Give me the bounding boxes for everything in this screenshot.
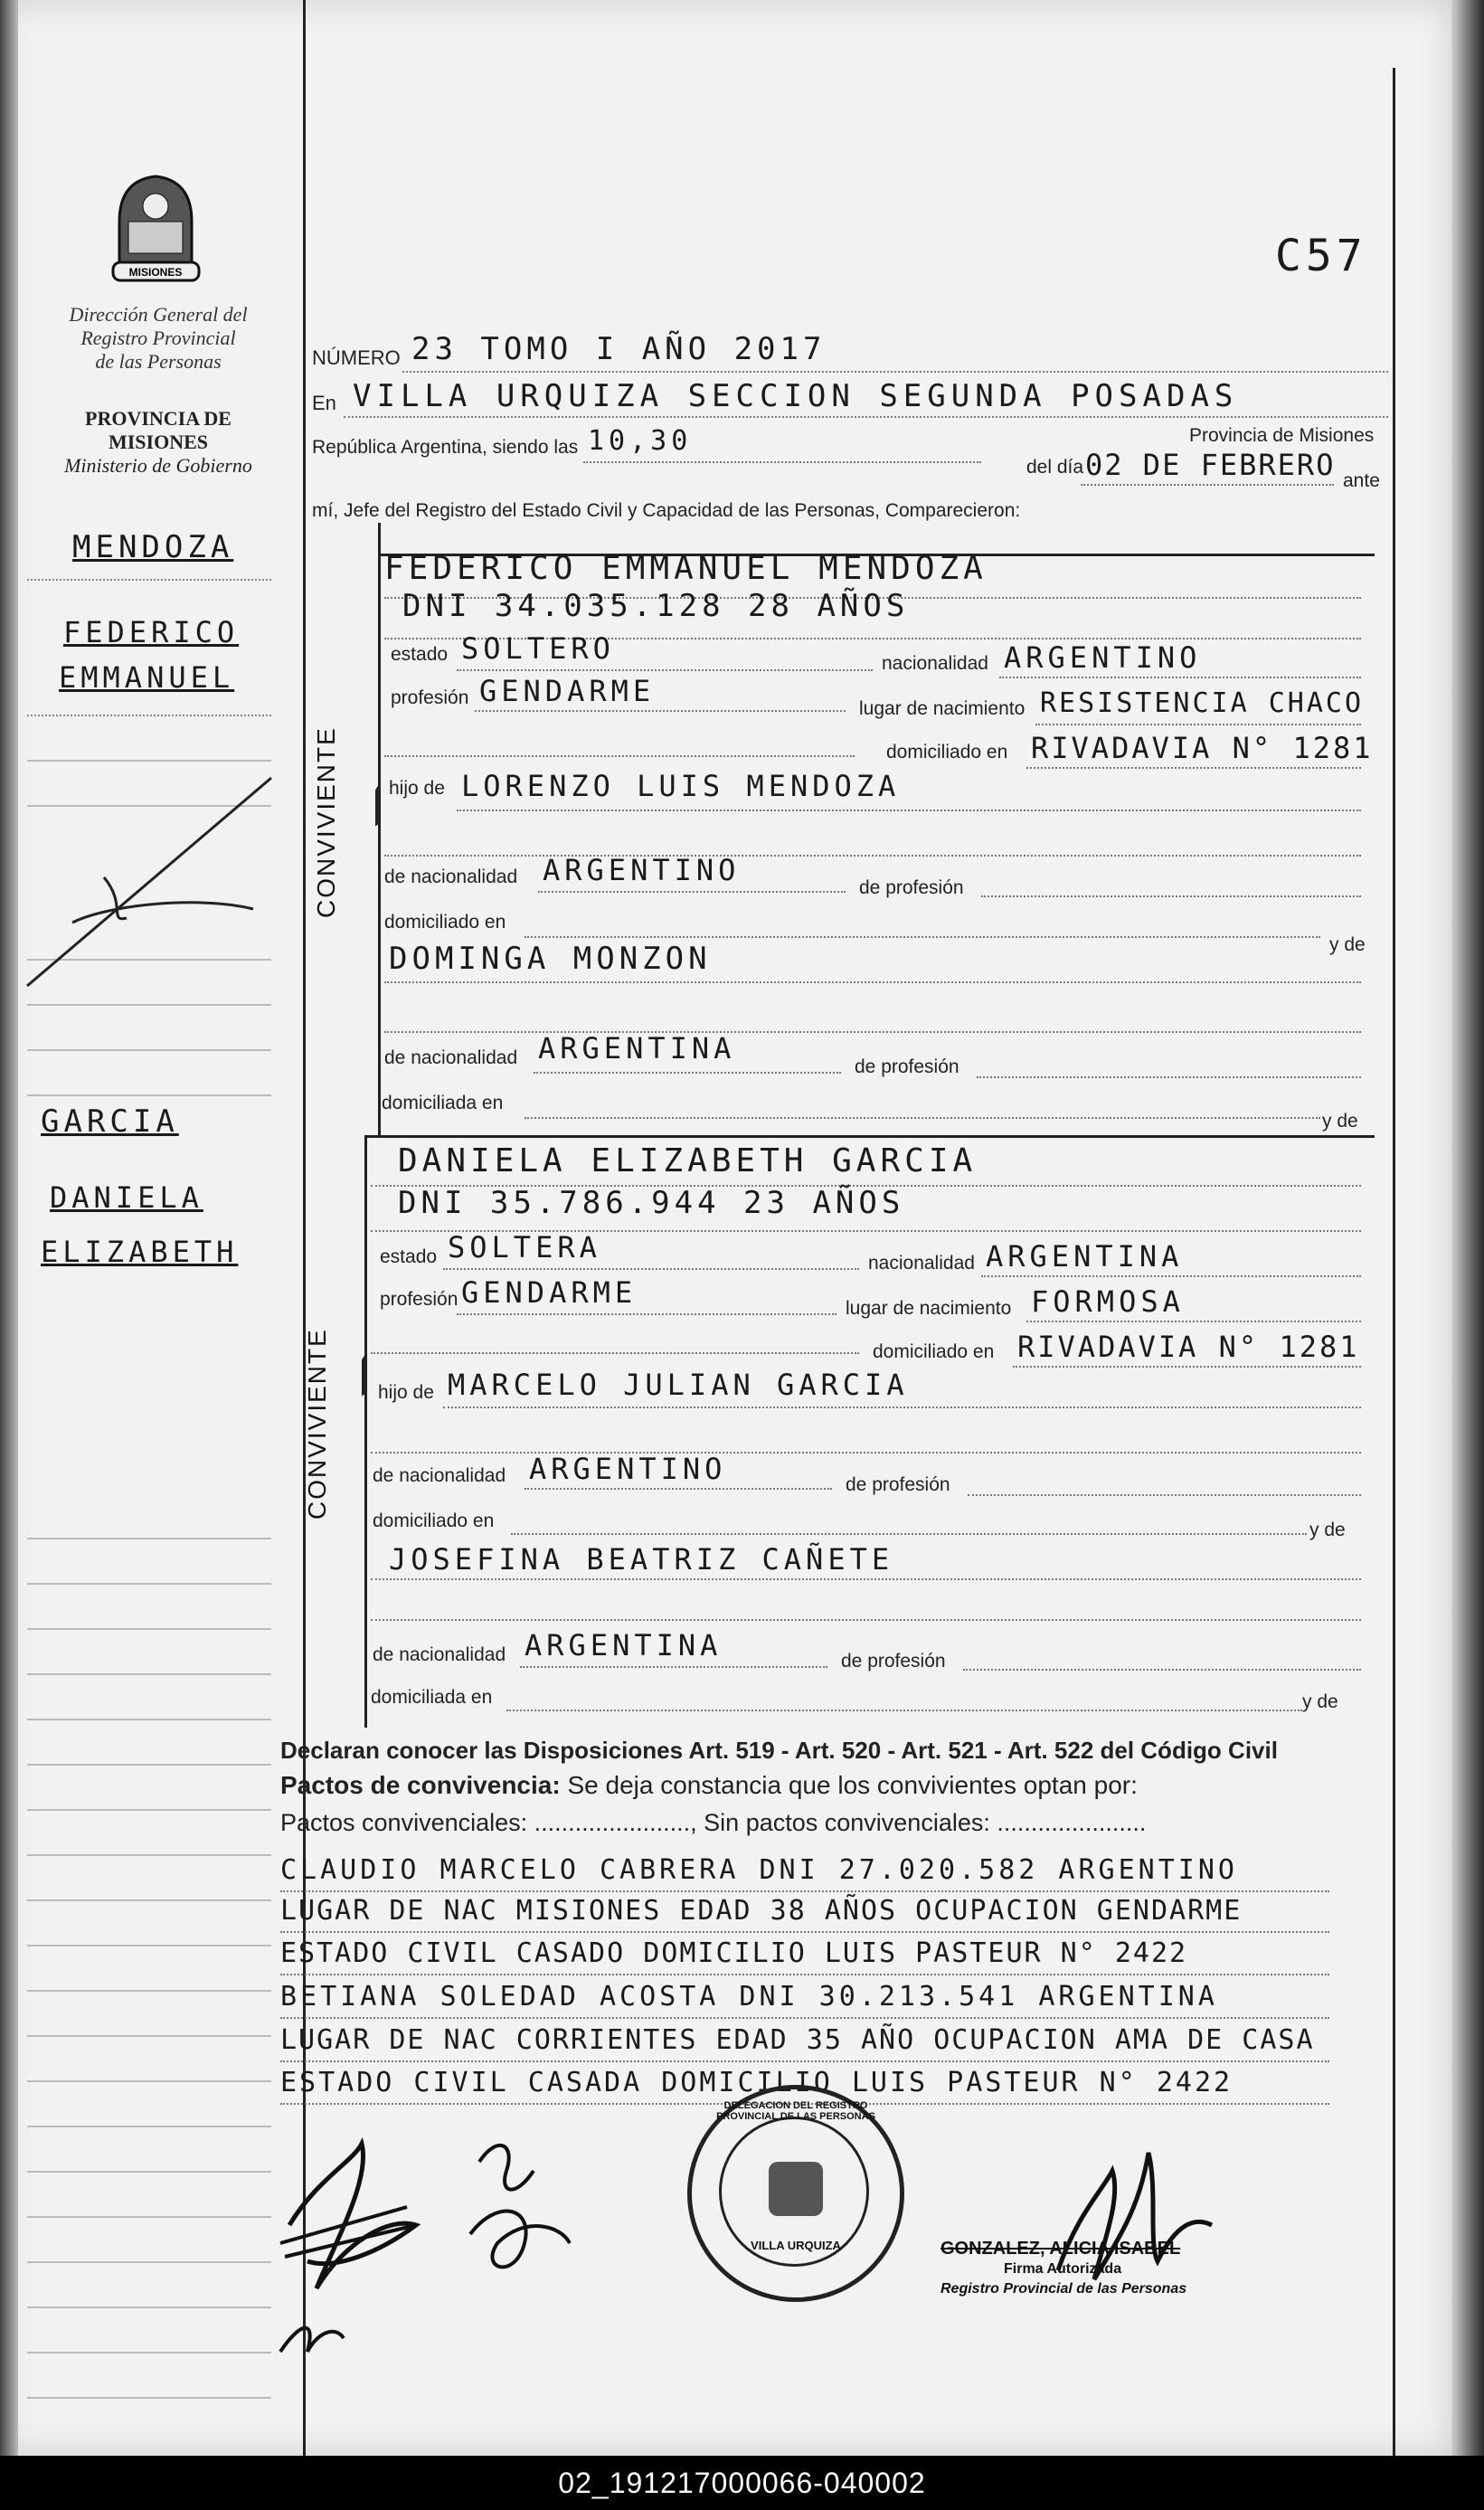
seal-bottom-text: VILLA URQUIZA xyxy=(751,2239,841,2252)
margin-dotted xyxy=(27,715,271,716)
provincia-line2: MISIONES xyxy=(108,431,209,453)
p2-mother-nac: ARGENTINA xyxy=(525,1628,723,1662)
p2-full-name: DANIELA ELIZABETH GARCIA xyxy=(398,1142,978,1179)
p1-father-dom-label: domiciliado en xyxy=(384,912,506,933)
rule xyxy=(520,1666,827,1668)
rule xyxy=(977,1076,1361,1078)
p2-lugar: FORMOSA xyxy=(1031,1284,1185,1319)
rule xyxy=(280,2017,1329,2019)
witness-line-4: BETIANA SOLEDAD ACOSTA DNI 30.213.541 ARGENTINA xyxy=(280,1981,1218,2013)
p1-estado-label: estado xyxy=(391,644,449,665)
pactos-conv-line: Pactos convivenciales: ......................., Sin pactos convivenciales: ...................... xyxy=(280,1809,1147,1836)
rule xyxy=(344,416,1388,418)
rule xyxy=(1013,1366,1361,1368)
rule xyxy=(525,1117,1320,1119)
dia-value: 02 DE FEBRERO xyxy=(1085,448,1336,482)
witness-line-1: CLAUDIO MARCELO CABRERA DNI 27.020.582 ARGENTINO xyxy=(280,1854,1238,1886)
republica-label: República Argentina, siendo las xyxy=(312,437,579,458)
p1-dni-age: DNI 34.035.128 28 AÑOS xyxy=(402,588,910,624)
p2-father-nac-label: de nacionalidad xyxy=(373,1465,506,1486)
rule xyxy=(981,1275,1361,1277)
p1-mother-nac-label: de nacionalidad xyxy=(384,1047,518,1068)
rule xyxy=(384,755,855,757)
section-bracket-1 xyxy=(378,523,381,1138)
p1-lugar-label: lugar de nacimiento xyxy=(859,698,1026,719)
p2-nacionalidad: ARGENTINA xyxy=(986,1239,1184,1274)
witness-line-5: LUGAR DE NAC CORRIENTES EDAD 35 AÑO OCUPACION AMA DE CASA xyxy=(280,2024,1315,2056)
declaration-line: Declaran conocer las Disposiciones Art. 519 - Art. 520 - Art. 521 - Art. 522 del Código Civil xyxy=(280,1737,1278,1764)
rule xyxy=(1081,484,1334,486)
rule xyxy=(280,1974,1329,1975)
signature-left xyxy=(262,2107,687,2379)
p1-nacionalidad: ARGENTINO xyxy=(1004,640,1202,675)
p2-estado: SOLTERA xyxy=(448,1230,601,1264)
p1-yde-label-2: y de xyxy=(1322,1111,1358,1132)
direccion-line3: de las Personas xyxy=(95,350,222,373)
margin-name-1b: EMMANUEL xyxy=(59,660,235,695)
p1-father-nac: ARGENTINO xyxy=(543,853,741,887)
hora-value: 10,30 xyxy=(588,425,693,457)
witness-line-3: ESTADO CIVIL CASADO DOMICILIO LUIS PASTEUR N° 2422 xyxy=(280,1937,1188,1969)
rule xyxy=(371,1452,1361,1454)
en-label: En xyxy=(312,392,336,414)
p2-dom-label: domiciliado en xyxy=(873,1341,995,1362)
witness-line-2: LUGAR DE NAC MISIONES EDAD 38 AÑOS OCUPACION GENDARME xyxy=(280,1895,1243,1927)
p2-father-dom-label: domiciliado en xyxy=(373,1511,495,1531)
rule xyxy=(371,1578,1361,1580)
rule xyxy=(457,810,1361,811)
p2-yde-label: y de xyxy=(1309,1520,1346,1540)
rule xyxy=(457,1313,837,1315)
margin-name-2b: ELIZABETH xyxy=(41,1235,239,1269)
provincia-line1: PROVINCIA DE xyxy=(85,407,232,430)
margin-name-1a: FEDERICO xyxy=(63,615,240,649)
official-seal xyxy=(687,2085,904,2302)
rule xyxy=(384,1031,1361,1033)
p1-father-nac-label: de nacionalidad xyxy=(384,867,518,887)
p1-profesion: GENDARME xyxy=(479,674,656,708)
rule xyxy=(981,895,1361,897)
p2-yde-label-2: y de xyxy=(1302,1691,1338,1712)
p2-nac-label: nacionalidad xyxy=(868,1253,975,1274)
p1-full-name: FEDERICO EMMANUEL MENDOZA xyxy=(384,550,988,587)
direccion-line1: Dirección General del xyxy=(69,303,248,326)
direccion-block xyxy=(36,303,280,374)
jefe-label: mí, Jefe del Registro del Estado Civil y Capacidad de las Personas, Comparecieron: xyxy=(312,500,1021,521)
margin-cancel-stroke xyxy=(18,769,289,1004)
rule xyxy=(443,1268,859,1270)
witness-line-6: ESTADO CIVIL CASADA DOMICILIO LUIS PASTEUR N° 2422 xyxy=(280,2067,1234,2098)
p2-estado-label: estado xyxy=(380,1246,438,1267)
seal-center-emblem xyxy=(769,2162,823,2216)
rule xyxy=(443,1407,1361,1408)
p2-father: MARCELO JULIAN GARCIA xyxy=(448,1368,909,1402)
rule xyxy=(963,1669,1361,1671)
rule xyxy=(1035,724,1361,725)
rule xyxy=(968,1494,1361,1496)
en-value: VILLA URQUIZA SECCION SEGUNDA POSADAS xyxy=(353,378,1239,414)
p2-mother: JOSEFINA BEATRIZ CAÑETE xyxy=(389,1542,894,1577)
margin-surname-1: MENDOZA xyxy=(72,529,234,565)
p2-mother-dom-label: domiciliada en xyxy=(371,1687,493,1708)
conviviente-label-1: CONVIVIENTE xyxy=(312,726,340,918)
numero-label: NÚMERO xyxy=(312,346,401,369)
provincia-logo xyxy=(109,172,203,289)
ante-label: ante xyxy=(1343,470,1380,491)
rule xyxy=(384,855,1361,857)
rule xyxy=(525,936,1320,938)
section-top-line-2 xyxy=(366,1135,1375,1138)
rule xyxy=(525,1488,832,1490)
dia-label: del día xyxy=(1026,457,1084,478)
rule xyxy=(371,1352,859,1354)
p2-father-nac: ARGENTINO xyxy=(529,1452,727,1486)
p1-mother-nac: ARGENTINA xyxy=(538,1031,736,1066)
p1-hijo-label: hijo de xyxy=(389,778,445,799)
p2-profesion: GENDARME xyxy=(461,1275,638,1310)
ministerio-line: Ministerio de Gobierno xyxy=(64,454,252,477)
p2-hijo-label: hijo de xyxy=(378,1382,434,1403)
page-number: C57 xyxy=(1275,231,1367,281)
p1-domicilio: RIVADAVIA N° 1281 xyxy=(1031,731,1374,765)
firma-autorizada: Firma Autorizada xyxy=(1004,2261,1122,2277)
bracket-notch xyxy=(348,785,378,845)
margin-dotted xyxy=(27,579,271,581)
seal-text: DELEGACION DEL REGISTRO PROVINCIAL DE LAS PERSONAS xyxy=(716,2100,875,2122)
rule xyxy=(475,710,846,712)
numero-value: 23 TOMO I AÑO 2017 xyxy=(411,331,827,367)
p1-lugar: RESISTENCIA CHACO xyxy=(1040,687,1365,719)
p2-mother-nac-label: de nacionalidad xyxy=(373,1644,506,1665)
p1-estado: SOLTERO xyxy=(461,631,615,666)
pactos-bold: Pactos de convivencia: xyxy=(280,1771,561,1799)
rule xyxy=(583,461,981,463)
frame-right-line xyxy=(1393,68,1395,2456)
p2-dni-age: DNI 35.786.944 23 AÑOS xyxy=(398,1185,905,1221)
p1-father-prof-label: de profesión xyxy=(859,877,964,898)
p2-lugar-label: lugar de nacimiento xyxy=(846,1298,1012,1319)
binding-edge xyxy=(0,0,18,2456)
p1-dom-label: domiciliado en xyxy=(886,742,1008,762)
p1-yde-label: y de xyxy=(1329,934,1366,955)
p2-prof-label: profesión xyxy=(380,1289,458,1310)
rule xyxy=(511,1533,1307,1535)
rule xyxy=(999,677,1361,678)
pactos-rest: Se deja constancia que los convivientes optan por: xyxy=(567,1771,1138,1799)
p1-mother-prof-label: de profesión xyxy=(855,1056,959,1077)
rule xyxy=(506,1710,1302,1711)
rule xyxy=(280,1890,1329,1892)
p1-prof-label: profesión xyxy=(391,687,469,708)
p2-mother-prof-label: de profesión xyxy=(841,1651,946,1672)
p2-domicilio: RIVADAVIA N° 1281 xyxy=(1017,1330,1360,1364)
margin-name-2a: DANIELA xyxy=(50,1180,203,1215)
rule xyxy=(280,2060,1329,2062)
p1-father: LORENZO LUIS MENDOZA xyxy=(461,769,901,803)
image-caption: 02_191217000066-040002 xyxy=(0,2456,1484,2510)
bracket-notch-2 xyxy=(335,1355,364,1415)
rule xyxy=(1026,767,1361,769)
rule xyxy=(371,1619,1361,1621)
direccion-line2: Registro Provincial xyxy=(80,327,236,349)
section-bracket-2 xyxy=(364,1135,367,1728)
rule xyxy=(1026,1321,1361,1322)
p1-mother: DOMINGA MONZON xyxy=(389,941,712,977)
official-name: GONZALEZ, ALICIA ISABEL xyxy=(940,2239,1181,2259)
p2-father-prof-label: de profesión xyxy=(846,1474,950,1495)
rule xyxy=(534,1072,841,1074)
conviviente-label-2: CONVIVIENTE xyxy=(303,1328,331,1520)
rule xyxy=(538,891,846,893)
pactos-line xyxy=(280,1771,1138,1800)
margin-surname-2: GARCIA xyxy=(41,1103,179,1140)
rule xyxy=(457,669,873,671)
rule xyxy=(402,371,1388,373)
p1-mother-dom-label: domiciliada en xyxy=(382,1093,504,1113)
rule xyxy=(384,981,1361,983)
provincia-block xyxy=(36,407,280,478)
registro-provincial: Registro Provincial de las Personas xyxy=(940,2281,1187,2297)
p1-nac-label: nacionalidad xyxy=(882,653,988,674)
rule xyxy=(280,1931,1329,1933)
book-edge xyxy=(1451,0,1484,2456)
svg-text:MISIONES: MISIONES xyxy=(128,266,183,279)
provincia-label: Provincia de Misiones xyxy=(1189,425,1375,446)
